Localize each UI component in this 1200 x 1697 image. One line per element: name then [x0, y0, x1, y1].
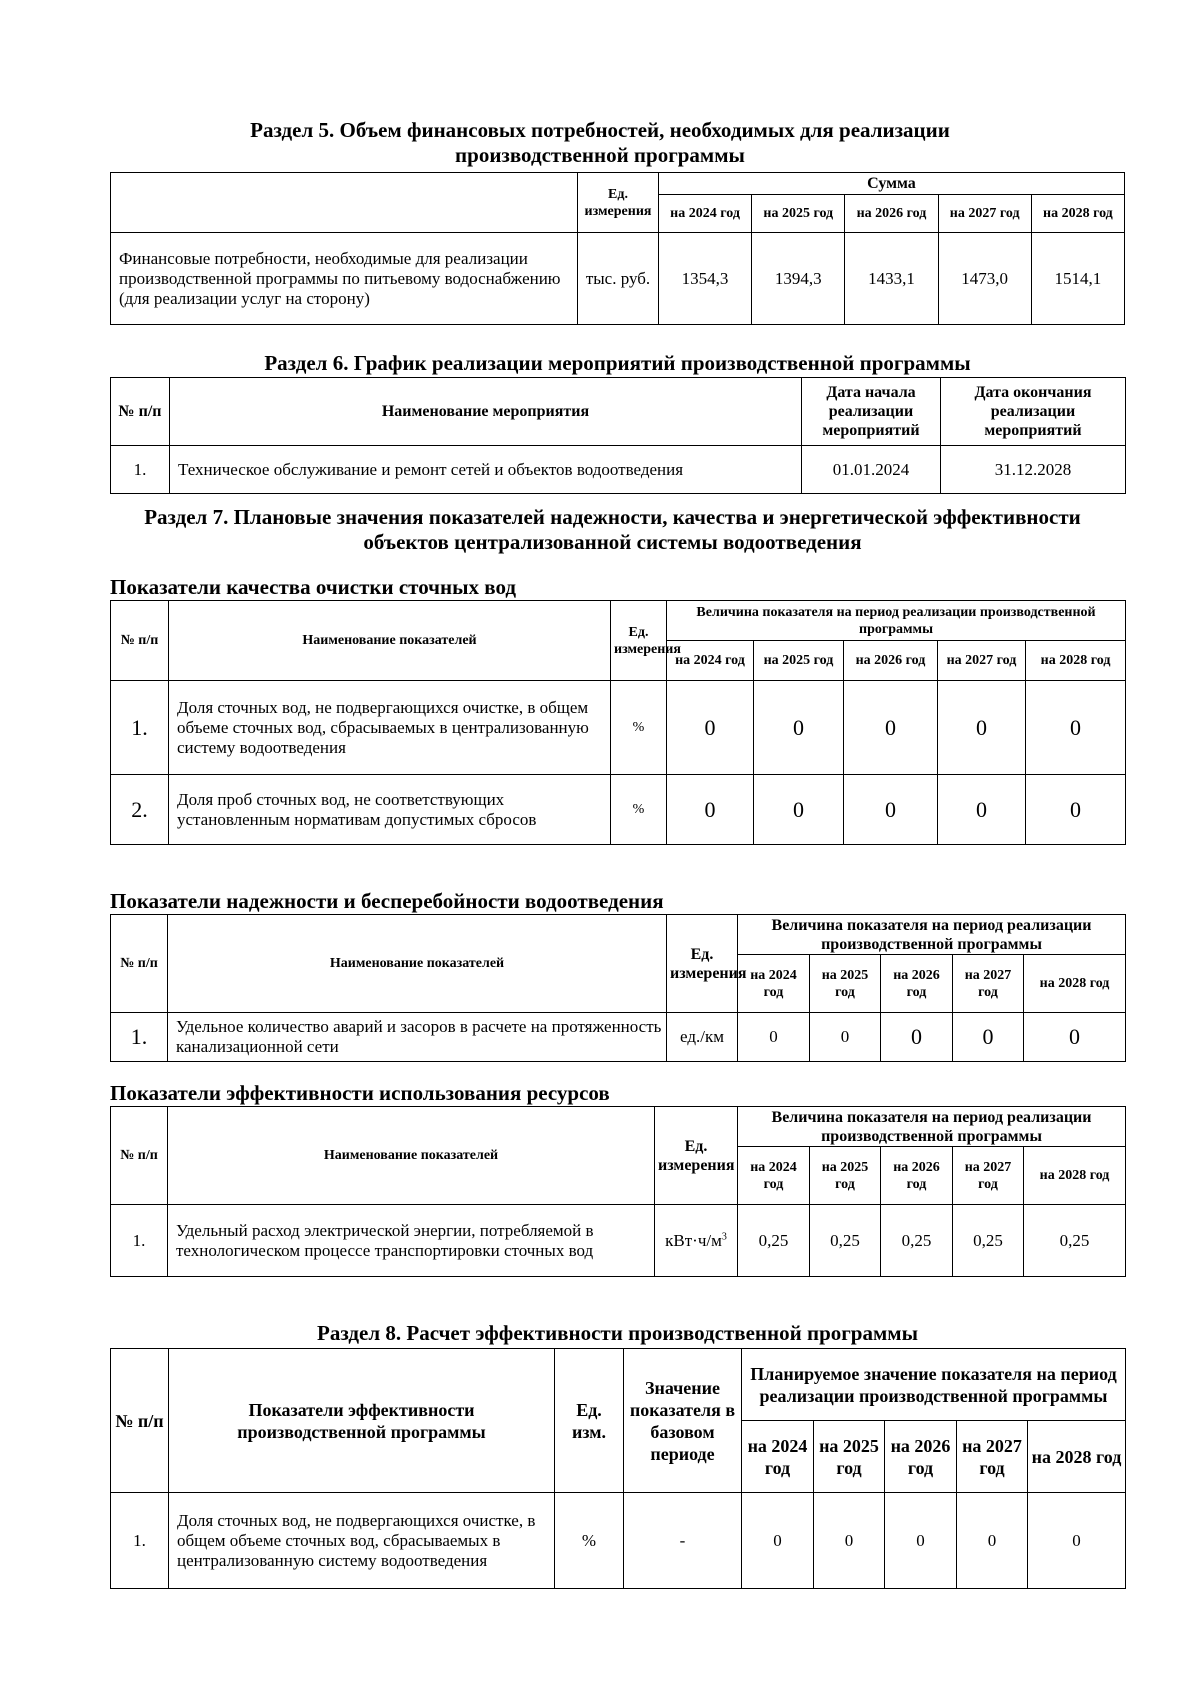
row-number: 1. [111, 1013, 168, 1062]
value-period-header: Величина показателя на период реализации производственной программы [667, 601, 1126, 641]
value-cell: 0,25 [953, 1205, 1024, 1277]
planned-value-header: Планируемое значение показателя на период реализации производственной программы [742, 1349, 1126, 1421]
section-7-heading: Раздел 7. Плановые значения показателей надежности, качества и энергетической эффективности объектов централизованной системы водоотведения [144, 505, 1081, 554]
year-header: на 2024 год [738, 1147, 810, 1205]
year-header: на 2024 год [742, 1421, 814, 1493]
financial-needs-table [110, 172, 1125, 325]
wastewater-quality-table [110, 600, 1126, 845]
num-header: № п/п [111, 1349, 169, 1493]
value-cell: 1514,1 [1031, 233, 1124, 325]
value-cell: 0 [938, 775, 1026, 845]
base-value-cell: - [624, 1493, 742, 1589]
value-cell: 0 [810, 1013, 881, 1062]
indicator-name: Удельное количество аварий и засоров в расчете на протяженность канализационной сети [168, 1013, 667, 1062]
unit-header: Ед. измерения [611, 601, 667, 681]
unit-cell: % [611, 775, 667, 845]
year-header: на 2024 год [738, 955, 810, 1013]
activity-name-header: Наименование мероприятия [170, 378, 802, 446]
year-header: на 2025 год [754, 641, 844, 681]
section-8-heading: Раздел 8. Расчет эффективности производственной программы [317, 1321, 918, 1345]
indicator-name-header: Наименование показателей [168, 1107, 655, 1205]
empty-header-cell [111, 173, 578, 233]
year-header: на 2025 год [810, 955, 881, 1013]
value-cell: 0 [881, 1013, 953, 1062]
unit-cell: тыс. руб. [578, 233, 659, 325]
unit-header: Ед. измерения [667, 915, 738, 1013]
year-header: на 2024 год [667, 641, 754, 681]
efficiency-subheading: Показатели эффективности использования ресурсов [110, 1081, 610, 1105]
end-date: 31.12.2028 [941, 446, 1126, 494]
unit-header: Ед. изм. [555, 1349, 624, 1493]
unit-cell [655, 1205, 738, 1277]
value-cell: 0 [814, 1493, 885, 1589]
value-cell: 0 [1026, 681, 1126, 775]
end-date-header: Дата окончания реализации мероприятий [941, 378, 1126, 446]
year-header: на 2026 год [885, 1421, 957, 1493]
year-header: на 2025 год [814, 1421, 885, 1493]
year-header: на 2025 год [810, 1147, 881, 1205]
year-header: на 2026 год [881, 1147, 953, 1205]
unit-header: Ед. измерения [655, 1107, 738, 1205]
value-cell: 1394,3 [752, 233, 845, 325]
value-cell: 1354,3 [658, 233, 751, 325]
year-header: на 2027 год [953, 1147, 1024, 1205]
unit-cell: % [611, 681, 667, 775]
value-cell: 0,25 [881, 1205, 953, 1277]
activity-name: Техническое обслуживание и ремонт сетей и объектов водоотведения [170, 446, 802, 494]
row-number: 1. [111, 1205, 168, 1277]
year-header: на 2028 год [1024, 1147, 1126, 1205]
year-header: на 2026 год [845, 195, 938, 233]
indicator-name: Удельный расход электрической энергии, потребляемой в технологическом процессе транспортировки сточных вод [168, 1205, 655, 1277]
value-period-header: Величина показателя на период реализации производственной программы [738, 1107, 1126, 1147]
year-header: на 2027 год [957, 1421, 1028, 1493]
indicator-name: Доля сточных вод, не подвергающихся очистке, в общем объеме сточных вод, сбрасываемых в централизованную систему водоотведения [169, 1493, 555, 1589]
num-header: № п/п [111, 601, 169, 681]
indicator-name-header: Наименование показателей [168, 915, 667, 1013]
year-header: на 2028 год [1026, 641, 1126, 681]
indicator-name: Доля проб сточных вод, не соответствующих установленным нормативам допустимых сбросов [169, 775, 611, 845]
year-header: на 2025 год [752, 195, 845, 233]
year-header: на 2028 год [1028, 1421, 1126, 1493]
value-cell: 0 [1028, 1493, 1126, 1589]
value-period-header: Величина показателя на период реализации производственной программы [738, 915, 1126, 955]
indicator-name: Доля сточных вод, не подвергающихся очистке, в общем объеме сточных вод, сбрасываемых в централизованную систему водоотведения [169, 681, 611, 775]
indicator-name-header: Наименование показателей [169, 601, 611, 681]
year-header: на 2024 год [658, 195, 751, 233]
unit-text: кВт·ч/м [665, 1230, 722, 1250]
num-header: № п/п [111, 378, 170, 446]
num-header: № п/п [111, 915, 168, 1013]
year-header: на 2028 год [1031, 195, 1124, 233]
value-cell: 0 [667, 775, 754, 845]
unit-cell: ед./км [667, 1013, 738, 1062]
unit-cell: % [555, 1493, 624, 1589]
indicator-name-header: Показатели эффективности производственной программы [169, 1349, 555, 1493]
value-cell: 0 [885, 1493, 957, 1589]
unit-header: Ед. измерения [578, 173, 659, 233]
value-cell: 0 [1024, 1013, 1126, 1062]
value-cell: 1473,0 [938, 233, 1031, 325]
row-number: 2. [111, 775, 169, 845]
value-cell: 0,25 [738, 1205, 810, 1277]
activities-schedule-table [110, 377, 1126, 494]
value-cell: 0 [667, 681, 754, 775]
start-date-header: Дата начала реализации мероприятий [802, 378, 941, 446]
value-cell: 1433,1 [845, 233, 938, 325]
year-header: на 2027 год [953, 955, 1024, 1013]
year-header: на 2027 год [938, 641, 1026, 681]
value-cell: 0 [754, 775, 844, 845]
section-6-heading: Раздел 6. График реализации мероприятий производственной программы [264, 351, 971, 375]
unit-exponent: 3 [721, 1230, 727, 1242]
year-header: на 2028 год [1024, 955, 1126, 1013]
start-date: 01.01.2024 [802, 446, 941, 494]
value-cell: 0 [957, 1493, 1028, 1589]
program-efficiency-table [110, 1348, 1126, 1589]
sum-header: Сумма [658, 173, 1124, 195]
quality-subheading: Показатели качества очистки сточных вод [110, 575, 516, 599]
year-header: на 2026 год [881, 955, 953, 1013]
indicator-name: Финансовые потребности, необходимые для реализации производственной программы по питьевому водоснабжению (для реализации услуг на сторону) [111, 233, 578, 325]
resource-efficiency-table [110, 1106, 1126, 1277]
year-header: на 2026 год [844, 641, 938, 681]
year-header: на 2027 год [938, 195, 1031, 233]
value-cell: 0 [938, 681, 1026, 775]
value-cell: 0 [1026, 775, 1126, 845]
row-number: 1. [111, 446, 170, 494]
reliability-subheading: Показатели надежности и бесперебойности водоотведения [110, 889, 664, 913]
value-cell: 0 [844, 681, 938, 775]
reliability-table [110, 914, 1126, 1062]
row-number: 1. [111, 1493, 169, 1589]
value-cell: 0 [953, 1013, 1024, 1062]
value-cell: 0,25 [1024, 1205, 1126, 1277]
value-cell: 0 [844, 775, 938, 845]
value-cell: 0 [738, 1013, 810, 1062]
value-cell: 0,25 [810, 1205, 881, 1277]
value-cell: 0 [754, 681, 844, 775]
value-cell: 0 [742, 1493, 814, 1589]
section-5-heading: Раздел 5. Объем финансовых потребностей, необходимых для реализации производственной программы [250, 118, 950, 167]
num-header: № п/п [111, 1107, 168, 1205]
row-number: 1. [111, 681, 169, 775]
base-period-header: Значение показателя в базовом периоде [624, 1349, 742, 1493]
